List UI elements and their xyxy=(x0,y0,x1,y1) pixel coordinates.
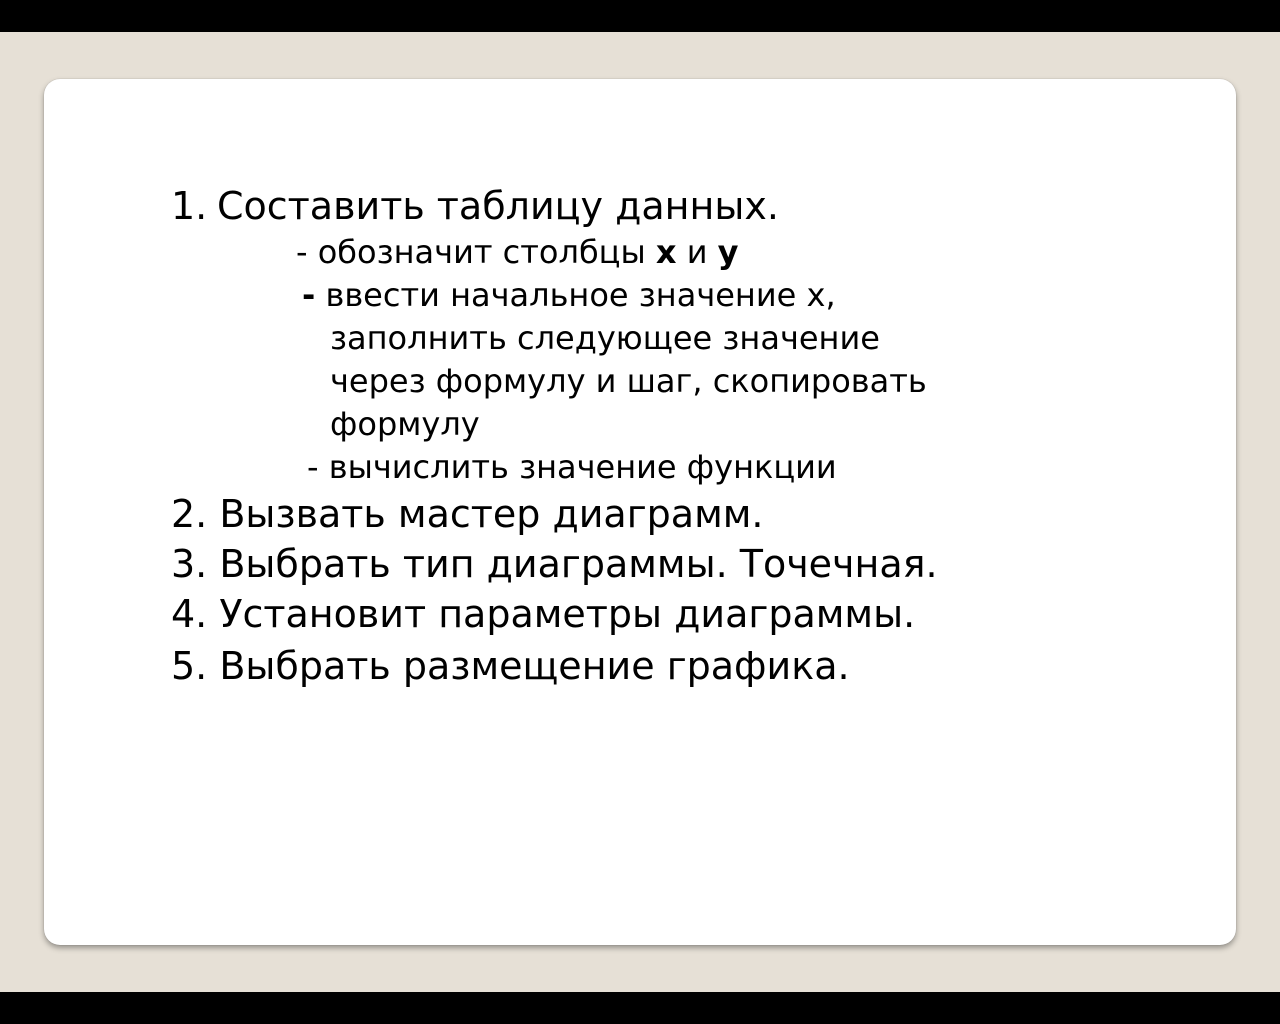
step-1-number: 1. xyxy=(171,184,208,228)
step-1-sub-input xyxy=(302,276,836,314)
slide-stage xyxy=(0,32,1280,992)
step-1-sub-columns xyxy=(296,233,739,271)
sub-input-line-3: через формулу и шаг, скопировать xyxy=(330,362,927,400)
step-1-sub-compute: - вычислить значение функции xyxy=(307,448,837,486)
letterbox-bottom xyxy=(0,992,1280,1024)
sub-input-line-4: формулу xyxy=(330,405,480,443)
sub-input-line-1: ввести начальное значение х, xyxy=(315,276,836,314)
conjunction-text: и xyxy=(676,233,718,271)
sub-input-line-2: заполнить следующее значение xyxy=(330,319,880,357)
step-5: 5. Выбрать размещение графика. xyxy=(171,644,850,688)
step-3: 3. Выбрать тип диаграммы. Точечная. xyxy=(171,542,938,586)
sub-input-dash: - xyxy=(302,276,316,314)
column-x-label: x xyxy=(655,233,677,271)
step-1-text: Составить таблицу данных. xyxy=(217,184,779,228)
step-1-heading xyxy=(171,184,779,228)
sub-columns-text: - обозначит столбцы xyxy=(296,233,656,271)
slide-card xyxy=(44,79,1236,945)
step-2: 2. Вызвать мастер диаграмм. xyxy=(171,492,764,536)
column-y-label: y xyxy=(717,233,739,271)
step-4: 4. Установит параметры диаграммы. xyxy=(171,592,916,636)
letterbox-top xyxy=(0,0,1280,32)
